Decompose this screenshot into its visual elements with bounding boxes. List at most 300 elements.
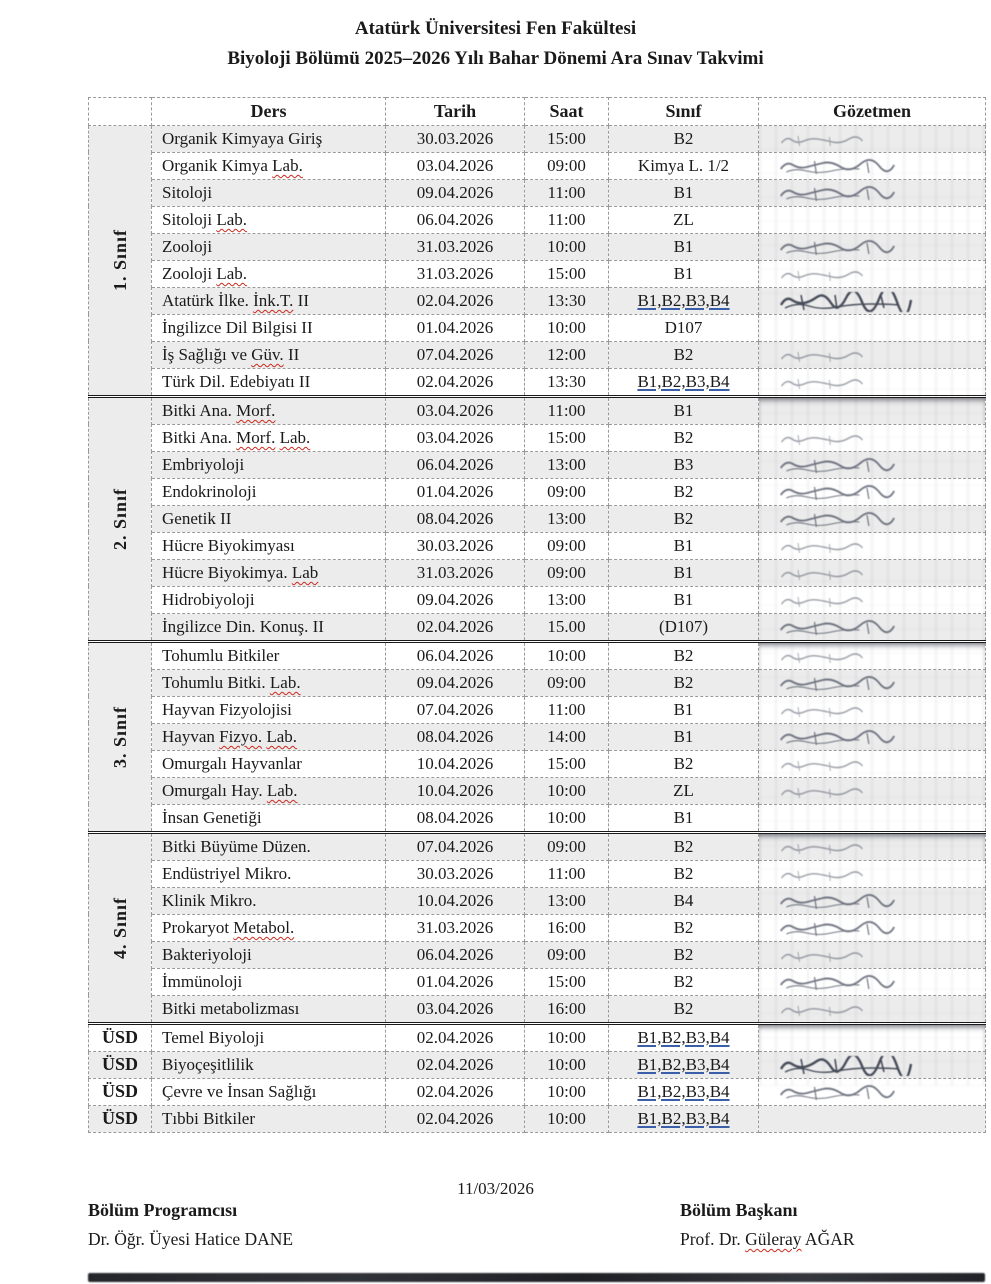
group-label: 2. Sınıf xyxy=(109,487,130,550)
course-cell: Hidrobiyoloji xyxy=(152,586,386,613)
date-cell: 02.04.2026 xyxy=(386,613,525,641)
room-cell xyxy=(609,532,759,559)
course-cell: Atatürk İlke. İnk.T. II xyxy=(152,287,386,314)
spellcheck-underline: Lab. xyxy=(269,672,301,692)
proctor-cell xyxy=(759,968,986,995)
course-cell: Endokrinoloji xyxy=(152,478,386,505)
proctor-cell xyxy=(759,559,986,586)
table-row xyxy=(89,995,986,1023)
course-cell: Zooloji Lab. xyxy=(152,260,386,287)
signature-block-programmer xyxy=(88,1200,388,1250)
room-cell xyxy=(609,424,759,451)
table-row xyxy=(89,314,986,341)
signature-scribble-icon xyxy=(777,130,897,150)
room-value: B2 xyxy=(673,344,694,364)
time-cell: 15:00 xyxy=(525,125,609,152)
group-label-cell: ÜSD xyxy=(89,1023,152,1051)
table-row xyxy=(89,125,986,152)
spellcheck-underline: İnk.T. xyxy=(253,290,294,310)
group-label-cell xyxy=(89,832,152,1023)
table-row xyxy=(89,613,986,641)
proctor-cell xyxy=(759,669,986,696)
signature-scribble-icon xyxy=(777,591,897,611)
course-cell: İnsan Genetiği xyxy=(152,804,386,832)
signature-scribble-icon xyxy=(777,973,927,993)
room-value: B2 xyxy=(673,508,694,528)
date-cell: 07.04.2026 xyxy=(386,341,525,368)
course-cell: Bitki Ana. Morf. xyxy=(152,396,386,424)
date-cell: 02.04.2026 xyxy=(386,1105,525,1132)
group-label: 1. Sınıf xyxy=(109,229,130,292)
programmer-role: Bölüm Programcısı xyxy=(88,1200,238,1220)
proctor-cell xyxy=(759,750,986,777)
exam-schedule-table xyxy=(88,97,986,1133)
title-line-1: Atatürk Üniversitesi Fen Fakültesi xyxy=(354,18,637,39)
proctor-cell xyxy=(759,941,986,968)
proctor-cell xyxy=(759,723,986,750)
room-value: B1 xyxy=(673,807,694,827)
proctor-cell xyxy=(759,532,986,559)
table-row xyxy=(89,832,986,860)
date-cell: 02.04.2026 xyxy=(386,287,525,314)
date-cell: 10.04.2026 xyxy=(386,887,525,914)
room-cell xyxy=(609,1051,759,1078)
signature-scribble-icon xyxy=(777,483,927,503)
table-row xyxy=(89,1023,986,1051)
room-cell xyxy=(609,559,759,586)
proctor-cell xyxy=(759,179,986,206)
date-cell: 30.03.2026 xyxy=(386,125,525,152)
proctor-cell xyxy=(759,995,986,1023)
course-cell: Türk Dil. Edebiyatı II xyxy=(152,368,386,396)
proctor-cell xyxy=(759,613,986,641)
time-cell: 09:00 xyxy=(525,152,609,179)
course-cell: Bitki Büyüme Düzen. xyxy=(152,832,386,860)
date-cell: 01.04.2026 xyxy=(386,968,525,995)
spellcheck-underline: Lab. xyxy=(216,209,248,229)
course-cell: Omurgalı Hayvanlar xyxy=(152,750,386,777)
proctor-cell xyxy=(759,1105,986,1132)
course-cell: Biyoçeşitlilik xyxy=(152,1051,386,1078)
document-title xyxy=(0,0,991,75)
room-value: B1 xyxy=(673,726,694,746)
table-row xyxy=(89,968,986,995)
room-cell xyxy=(609,995,759,1023)
table-row xyxy=(89,1051,986,1078)
proctor-cell xyxy=(759,1051,986,1078)
room-cell xyxy=(609,804,759,832)
proctor-cell xyxy=(759,641,986,669)
time-cell: 13:00 xyxy=(525,451,609,478)
course-cell: İş Sağlığı ve Güv. II xyxy=(152,341,386,368)
date-cell: 07.04.2026 xyxy=(386,832,525,860)
table-row xyxy=(89,260,986,287)
room-value: B1 xyxy=(673,182,694,202)
table-row xyxy=(89,750,986,777)
room-value: (D107) xyxy=(658,616,709,636)
signature-scribble-icon xyxy=(777,1056,937,1076)
signature-scribble-icon xyxy=(777,157,927,177)
date-cell: 02.04.2026 xyxy=(386,1051,525,1078)
col-header-group xyxy=(89,97,152,125)
proctor-cell xyxy=(759,804,986,832)
room-value: B2 xyxy=(673,971,694,991)
room-cell xyxy=(609,287,759,314)
time-cell: 15:00 xyxy=(525,750,609,777)
date-cell: 06.04.2026 xyxy=(386,451,525,478)
date-cell: 31.03.2026 xyxy=(386,260,525,287)
table-row xyxy=(89,368,986,396)
time-cell: 10:00 xyxy=(525,314,609,341)
room-cell xyxy=(609,723,759,750)
room-value: B2 xyxy=(673,863,694,883)
table-row xyxy=(89,424,986,451)
signature-scribble-icon xyxy=(777,1000,897,1020)
date-cell: 02.04.2026 xyxy=(386,1023,525,1051)
time-cell: 15.00 xyxy=(525,613,609,641)
signature-scribble-icon xyxy=(777,429,897,449)
room-value: B1,B2,B3,B4 xyxy=(637,290,730,310)
table-row xyxy=(89,505,986,532)
head-role: Bölüm Başkanı xyxy=(680,1200,798,1220)
proctor-cell xyxy=(759,860,986,887)
course-cell: Bitki metabolizması xyxy=(152,995,386,1023)
col-header-sinif: Sınıf xyxy=(609,97,759,125)
proctor-cell xyxy=(759,832,986,860)
proctor-cell xyxy=(759,424,986,451)
signature-scribble-icon xyxy=(777,919,927,939)
proctor-cell xyxy=(759,478,986,505)
course-cell: Sitoloji Lab. xyxy=(152,206,386,233)
signature-scribble-icon xyxy=(777,456,927,476)
date-cell: 03.04.2026 xyxy=(386,995,525,1023)
proctor-cell xyxy=(759,152,986,179)
table-row xyxy=(89,478,986,505)
course-cell: Hayvan Fizyo. Lab. xyxy=(152,723,386,750)
table-row xyxy=(89,341,986,368)
room-value: Kimya L. 1/2 xyxy=(637,155,730,175)
signature-scribble-icon xyxy=(777,537,897,557)
date-cell: 01.04.2026 xyxy=(386,478,525,505)
room-cell xyxy=(609,860,759,887)
course-cell: Organik Kimyaya Giriş xyxy=(152,125,386,152)
room-cell xyxy=(609,368,759,396)
room-cell xyxy=(609,586,759,613)
room-value: B2 xyxy=(673,481,694,501)
room-cell xyxy=(609,1023,759,1051)
col-header-ders: Ders xyxy=(152,97,386,125)
proctor-cell xyxy=(759,233,986,260)
proctor-cell xyxy=(759,368,986,396)
room-cell xyxy=(609,505,759,532)
date-cell: 30.03.2026 xyxy=(386,860,525,887)
spellcheck-underline: Metabol. xyxy=(233,917,295,937)
table-row xyxy=(89,804,986,832)
date-cell: 10.04.2026 xyxy=(386,750,525,777)
spellcheck-underline: Morf. xyxy=(236,427,276,447)
signature-scribble-icon xyxy=(777,946,897,966)
course-cell: Tohumlu Bitkiler xyxy=(152,641,386,669)
head-name: Prof. Dr. Güleray AĞAR xyxy=(680,1229,855,1249)
exam-table-body xyxy=(89,125,986,1132)
course-cell: Organik Kimya Lab. xyxy=(152,152,386,179)
signature-scribble-icon xyxy=(777,346,897,366)
proctor-cell xyxy=(759,887,986,914)
table-row xyxy=(89,179,986,206)
proctor-cell xyxy=(759,125,986,152)
room-cell xyxy=(609,233,759,260)
room-value: B1 xyxy=(673,699,694,719)
time-cell: 13:30 xyxy=(525,287,609,314)
date-cell: 03.04.2026 xyxy=(386,424,525,451)
signature-scribble-icon xyxy=(777,892,927,912)
room-value: B2 xyxy=(673,944,694,964)
scan-edge-bar xyxy=(88,1273,985,1282)
col-header-gozetmen: Gözetmen xyxy=(759,97,986,125)
date-cell: 07.04.2026 xyxy=(386,696,525,723)
signature-scribble-icon xyxy=(777,265,897,285)
proctor-cell xyxy=(759,287,986,314)
group-label-cell: ÜSD xyxy=(89,1078,152,1105)
course-cell: Embriyoloji xyxy=(152,451,386,478)
table-row xyxy=(89,669,986,696)
signature-scribble-icon xyxy=(777,1083,927,1103)
time-cell: 10:00 xyxy=(525,641,609,669)
time-cell: 11:00 xyxy=(525,860,609,887)
course-cell: İngilizce Din. Konuş. II xyxy=(152,613,386,641)
room-cell xyxy=(609,314,759,341)
room-cell xyxy=(609,777,759,804)
date-cell: 09.04.2026 xyxy=(386,586,525,613)
room-cell xyxy=(609,887,759,914)
proctor-cell xyxy=(759,505,986,532)
date-cell: 06.04.2026 xyxy=(386,206,525,233)
room-value: B1 xyxy=(673,562,694,582)
room-value: B2 xyxy=(673,128,694,148)
proctor-cell xyxy=(759,1023,986,1051)
table-row xyxy=(89,287,986,314)
room-value: ZL xyxy=(673,780,694,800)
date-cell: 09.04.2026 xyxy=(386,669,525,696)
table-row xyxy=(89,586,986,613)
room-value: B1 xyxy=(673,589,694,609)
proctor-cell xyxy=(759,396,986,424)
table-row xyxy=(89,152,986,179)
time-cell: 10:00 xyxy=(525,233,609,260)
date-cell: 08.04.2026 xyxy=(386,804,525,832)
time-cell: 11:00 xyxy=(525,696,609,723)
proctor-cell xyxy=(759,586,986,613)
spellcheck-underline: Lab. xyxy=(266,726,298,746)
time-cell: 10:00 xyxy=(525,1023,609,1051)
spellcheck-underline: Lab xyxy=(291,562,319,582)
time-cell: 09:00 xyxy=(525,832,609,860)
room-value: B1,B2,B3,B4 xyxy=(637,1081,730,1101)
date-cell: 06.04.2026 xyxy=(386,941,525,968)
time-cell: 15:00 xyxy=(525,968,609,995)
room-value: B1,B2,B3,B4 xyxy=(637,1054,730,1074)
course-cell: İngilizce Dil Bilgisi II xyxy=(152,314,386,341)
room-value: B2 xyxy=(673,645,694,665)
date-cell: 08.04.2026 xyxy=(386,505,525,532)
room-cell xyxy=(609,941,759,968)
signature-scribble-icon xyxy=(777,184,927,204)
signature-scribble-icon xyxy=(777,618,927,638)
spellcheck-underline: Fizyo. xyxy=(219,726,263,746)
signature-scribble-icon xyxy=(777,292,937,312)
room-cell xyxy=(609,152,759,179)
group-label: 4. Sınıf xyxy=(109,896,130,959)
course-cell: Bakteriyoloji xyxy=(152,941,386,968)
table-row xyxy=(89,1105,986,1132)
room-cell xyxy=(609,641,759,669)
signature-scribble-icon xyxy=(777,238,927,258)
time-cell: 09:00 xyxy=(525,478,609,505)
room-cell xyxy=(609,478,759,505)
spellcheck-underline: Lab. xyxy=(266,780,298,800)
date-cell: 09.04.2026 xyxy=(386,179,525,206)
signature-scribble-icon xyxy=(777,782,897,802)
group-label: 3. Sınıf xyxy=(109,705,130,768)
course-cell: Hücre Biyokimyası xyxy=(152,532,386,559)
document-date: 11/03/2026 xyxy=(457,1178,534,1198)
room-value: B2 xyxy=(673,753,694,773)
room-value: B3 xyxy=(673,454,694,474)
time-cell: 09:00 xyxy=(525,941,609,968)
signature-block-head xyxy=(680,1200,980,1250)
title-line-2: Biyoloji Bölümü 2025–2026 Yılı Bahar Dönemi Ara Sınav Takvimi xyxy=(227,48,764,70)
course-cell: Hücre Biyokimya. Lab xyxy=(152,559,386,586)
col-header-tarih: Tarih xyxy=(386,97,525,125)
spellcheck-underline: Lab. xyxy=(279,427,311,447)
date-cell: 10.04.2026 xyxy=(386,777,525,804)
signature-scribble-icon xyxy=(777,564,897,584)
room-cell xyxy=(609,341,759,368)
room-cell xyxy=(609,750,759,777)
room-value: B1,B2,B3,B4 xyxy=(637,1108,730,1128)
time-cell: 11:00 xyxy=(525,206,609,233)
room-value: B1 xyxy=(673,236,694,256)
time-cell: 10:00 xyxy=(525,1105,609,1132)
signature-scribble-icon xyxy=(777,865,897,885)
time-cell: 13:30 xyxy=(525,368,609,396)
room-value: B2 xyxy=(673,998,694,1018)
room-cell xyxy=(609,669,759,696)
room-cell xyxy=(609,613,759,641)
table-row xyxy=(89,451,986,478)
spellcheck-underline: Lab. xyxy=(272,155,303,175)
room-cell xyxy=(609,396,759,424)
room-value: B2 xyxy=(673,427,694,447)
table-row xyxy=(89,206,986,233)
room-cell xyxy=(609,179,759,206)
room-cell xyxy=(609,968,759,995)
group-label-cell: ÜSD xyxy=(89,1051,152,1078)
time-cell: 09:00 xyxy=(525,559,609,586)
table-row xyxy=(89,860,986,887)
table-row xyxy=(89,887,986,914)
proctor-cell xyxy=(759,696,986,723)
course-cell: Temel Biyoloji xyxy=(152,1023,386,1051)
signature-scribble-icon xyxy=(777,701,897,721)
spellcheck-underline: Morf. xyxy=(236,400,276,420)
time-cell: 13:00 xyxy=(525,505,609,532)
table-row xyxy=(89,723,986,750)
group-label-cell xyxy=(89,641,152,832)
table-row xyxy=(89,696,986,723)
date-cell: 03.04.2026 xyxy=(386,152,525,179)
time-cell: 10:00 xyxy=(525,804,609,832)
course-cell: İmmünoloji xyxy=(152,968,386,995)
time-cell: 09:00 xyxy=(525,532,609,559)
table-row xyxy=(89,396,986,424)
room-value: B1 xyxy=(673,400,694,420)
signature-scribble-icon xyxy=(777,510,927,530)
course-cell: Tohumlu Bitki. Lab. xyxy=(152,669,386,696)
room-value: D107 xyxy=(664,317,703,337)
time-cell: 11:00 xyxy=(525,396,609,424)
room-cell xyxy=(609,451,759,478)
date-cell: 31.03.2026 xyxy=(386,233,525,260)
room-cell xyxy=(609,206,759,233)
proctor-cell xyxy=(759,260,986,287)
time-cell: 10:00 xyxy=(525,1051,609,1078)
proctor-cell xyxy=(759,314,986,341)
signature-scribble-icon xyxy=(777,647,897,667)
exam-schedule-table-wrap xyxy=(88,97,985,1133)
group-label-cell: ÜSD xyxy=(89,1105,152,1132)
room-value: ZL xyxy=(673,209,694,229)
course-cell: Hayvan Fizyolojisi xyxy=(152,696,386,723)
signature-scribble-icon xyxy=(777,373,897,393)
room-value: B4 xyxy=(673,890,694,910)
time-cell: 15:00 xyxy=(525,424,609,451)
room-cell xyxy=(609,1105,759,1132)
proctor-cell xyxy=(759,451,986,478)
course-cell: Sitoloji xyxy=(152,179,386,206)
time-cell: 12:00 xyxy=(525,341,609,368)
programmer-name: Dr. Öğr. Üyesi Hatice DANE xyxy=(88,1229,294,1249)
table-row xyxy=(89,777,986,804)
time-cell: 16:00 xyxy=(525,995,609,1023)
time-cell: 10:00 xyxy=(525,777,609,804)
room-value: B1,B2,B3,B4 xyxy=(637,371,730,391)
course-cell: Tıbbi Bitkiler xyxy=(152,1105,386,1132)
proctor-cell xyxy=(759,1078,986,1105)
spellcheck-underline: Güleray xyxy=(745,1229,802,1249)
room-value: B1,B2,B3,B4 xyxy=(637,1027,730,1047)
date-cell: 30.03.2026 xyxy=(386,532,525,559)
room-value: B2 xyxy=(673,672,694,692)
course-cell: Zooloji xyxy=(152,233,386,260)
table-row xyxy=(89,641,986,669)
table-row xyxy=(89,233,986,260)
room-cell xyxy=(609,125,759,152)
time-cell: 10:00 xyxy=(525,1078,609,1105)
time-cell: 16:00 xyxy=(525,914,609,941)
table-row xyxy=(89,1078,986,1105)
time-cell: 09:00 xyxy=(525,669,609,696)
table-row xyxy=(89,559,986,586)
date-cell: 02.04.2026 xyxy=(386,368,525,396)
room-value: B2 xyxy=(673,836,694,856)
course-cell: Genetik II xyxy=(152,505,386,532)
date-cell: 06.04.2026 xyxy=(386,641,525,669)
header-row xyxy=(89,97,986,125)
room-cell xyxy=(609,832,759,860)
room-value: B1 xyxy=(673,263,694,283)
date-cell: 02.04.2026 xyxy=(386,1078,525,1105)
